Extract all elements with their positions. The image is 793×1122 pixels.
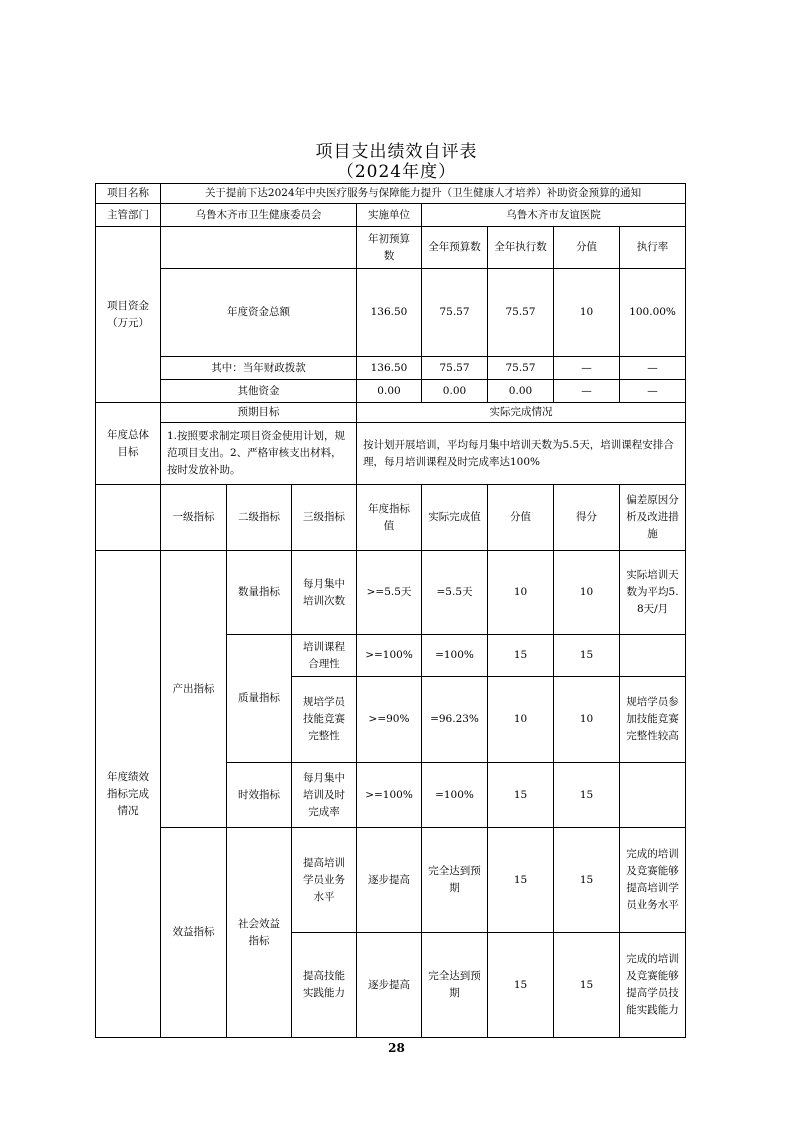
indicator-header: 得分 (554, 485, 620, 551)
deviation-note: 完成的培训及竞赛能够提高学员技能实践能力 (620, 933, 686, 1038)
goals-actual-header: 实际完成情况 (357, 403, 686, 423)
funds-cell: 136.50 (357, 357, 422, 380)
indicator-row (96, 551, 686, 635)
funds-cell: 75.57 (488, 357, 554, 380)
target-value: >=100% (357, 635, 422, 677)
score-value: 15 (488, 828, 554, 933)
funds-header: 分值 (554, 227, 620, 269)
indicators-section-label: 年度绩效指标完成情况 (96, 551, 161, 1038)
funds-header-blank (161, 227, 357, 269)
tertiary-indicator: 提高培训学员业务水平 (292, 828, 357, 933)
deviation-note (620, 635, 686, 677)
output-indicator-label: 产出指标 (161, 551, 227, 828)
funds-cell: — (620, 380, 686, 403)
social-benefit-label: 社会效益指标 (227, 828, 292, 1038)
indicator-row (96, 828, 686, 933)
goals-actual-text: 按计划开展培训，平均每月集中培训天数为5.5天，培训课程安排合理，每月培训课程及时完成率达100% (357, 423, 686, 485)
funds-header: 执行率 (620, 227, 686, 269)
indicator-header: 二级指标 (227, 485, 292, 551)
deviation-note: 规培学员参加技能竞赛完整性较高 (620, 677, 686, 763)
page-title: 项目支出绩效自评表 (315, 142, 478, 162)
tertiary-indicator: 提高技能实践能力 (292, 933, 357, 1038)
tertiary-indicator: 每月集中培训次数 (292, 551, 357, 635)
target-value: >=100% (357, 763, 422, 828)
actual-value: =5.5天 (422, 551, 488, 635)
funds-cell: 136.50 (357, 269, 422, 357)
score-value: 15 (488, 933, 554, 1038)
score: 15 (554, 635, 620, 677)
funds-cell: 0.00 (357, 380, 422, 403)
goals-label: 年度总体目标 (96, 403, 161, 485)
quantity-indicator-label: 数量指标 (227, 551, 292, 635)
deviation-note: 实际培训天数为平均5.8天/月 (620, 551, 686, 635)
target-value: 逐步提高 (357, 933, 422, 1038)
timeliness-indicator-label: 时效指标 (227, 763, 292, 828)
benefit-indicator-label: 效益指标 (161, 828, 227, 1038)
deviation-note: 完成的培训及竞赛能够提高培训学员业务水平 (620, 828, 686, 933)
impl-label: 实施单位 (357, 204, 422, 227)
goals-header-row (96, 403, 686, 423)
actual-value: =100% (422, 635, 488, 677)
funds-cell: 0.00 (488, 380, 554, 403)
funds-row (96, 357, 686, 380)
indicator-header-blank (96, 485, 161, 551)
funds-row (96, 380, 686, 403)
page-number: 28 (388, 1041, 405, 1055)
actual-value: 完全达到预期 (422, 933, 488, 1038)
project-name-value: 关于提前下达2024年中央医疗服务与保障能力提升（卫生健康人才培养）补助资金预算的通知 (161, 184, 686, 204)
goals-expected-header: 预期目标 (161, 403, 357, 423)
score-value: 10 (488, 677, 554, 763)
funds-cell: 100.00% (620, 269, 686, 357)
funds-header: 年初预算数 (357, 227, 422, 269)
funds-cell: — (554, 380, 620, 403)
goals-content-row (96, 423, 686, 485)
target-value: >=90% (357, 677, 422, 763)
target-value: >=5.5天 (357, 551, 422, 635)
indicator-header: 偏差原因分析及改进措施 (620, 485, 686, 551)
funds-cell: 75.57 (422, 357, 488, 380)
indicator-header: 分值 (488, 485, 554, 551)
score: 10 (554, 677, 620, 763)
funds-row-label: 其他资金 (161, 380, 357, 403)
actual-value: =96.23% (422, 677, 488, 763)
score-value: 15 (488, 635, 554, 677)
tertiary-indicator: 规培学员技能竞赛完整性 (292, 677, 357, 763)
project-name-row (96, 184, 686, 204)
page-subtitle: （2024年度） (336, 162, 457, 182)
funds-header-row (96, 227, 686, 269)
indicator-header: 三级指标 (292, 485, 357, 551)
actual-value: 完全达到预期 (422, 828, 488, 933)
impl-value: 乌鲁木齐市友谊医院 (422, 204, 686, 227)
goals-expected-text: 1.按照要求制定项目资金使用计划，规范项目支出。2、严格审核支出材料，按时发放补助。 (161, 423, 357, 485)
funds-header: 全年执行数 (488, 227, 554, 269)
dept-label: 主管部门 (96, 204, 161, 227)
funds-cell: — (554, 357, 620, 380)
funds-row-label: 年度资金总额 (161, 269, 357, 357)
indicator-header: 实际完成值 (422, 485, 488, 551)
target-value: 逐步提高 (357, 828, 422, 933)
dept-value: 乌鲁木齐市卫生健康委员会 (161, 204, 357, 227)
tertiary-indicator: 培训课程合理性 (292, 635, 357, 677)
indicator-header: 一级指标 (161, 485, 227, 551)
funds-cell: 75.57 (488, 269, 554, 357)
funds-label: 项目资金（万元） (96, 227, 161, 403)
funds-row (96, 269, 686, 357)
score-value: 15 (488, 763, 554, 828)
deviation-note (620, 763, 686, 828)
funds-cell: 0.00 (422, 380, 488, 403)
project-name-label: 项目名称 (96, 184, 161, 204)
funds-header: 全年预算数 (422, 227, 488, 269)
funds-cell: 75.57 (422, 269, 488, 357)
score: 10 (554, 551, 620, 635)
actual-value: =100% (422, 763, 488, 828)
funds-cell: 10 (554, 269, 620, 357)
indicator-header: 年度指标值 (357, 485, 422, 551)
quality-indicator-label: 质量指标 (227, 635, 292, 763)
score: 15 (554, 933, 620, 1038)
evaluation-table (95, 183, 686, 1038)
score-value: 10 (488, 551, 554, 635)
funds-row-label: 其中：当年财政拨款 (161, 357, 357, 380)
score: 15 (554, 763, 620, 828)
dept-row (96, 204, 686, 227)
funds-cell: — (620, 357, 686, 380)
indicator-header-row (96, 485, 686, 551)
score: 15 (554, 828, 620, 933)
tertiary-indicator: 每月集中培训及时完成率 (292, 763, 357, 828)
